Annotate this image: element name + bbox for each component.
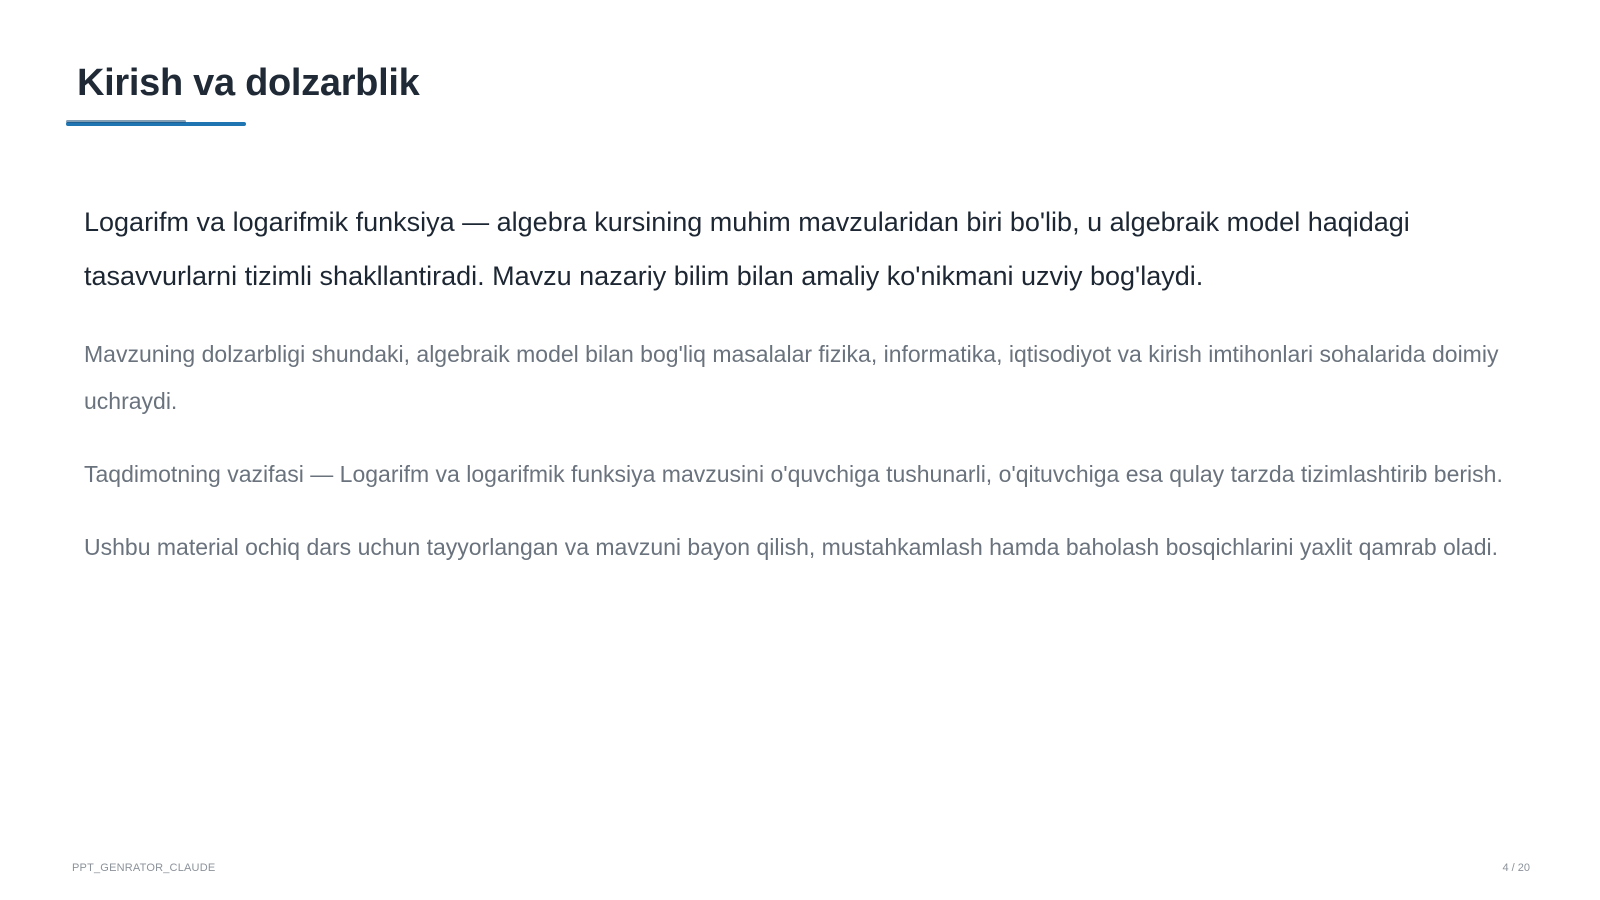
body-paragraph-material: Ushbu material ochiq dars uchun tayyorlangan va mavzuni bayon qilish, mustahkamlash hamda baholash bosqichlarini yaxlit qamrab oladi. <box>84 534 1498 560</box>
footer-page-indicator: 4 / 20 <box>1502 862 1530 874</box>
footer-source-label: PPT_GENRATOR_CLAUDE <box>72 862 216 874</box>
lead-paragraph: Logarifm va logarifmik funksiya — algebra kursining muhim mavzularidan biri bo'lib, u algebraik model haqidagi tasavvurlarni tizimli shakllantiradi. Mavzu nazariy bilim bilan amaliy ko'nikmani uzviy bog'laydi. <box>84 207 1410 291</box>
slide-body <box>84 195 1524 597</box>
title-accent-shadow <box>66 120 186 123</box>
body-paragraph-relevance: Mavzuning dolzarbligi shundaki, algebraik model bilan bog'liq masalalar fizika, informatika, iqtisodiyot va kirish imtihonlari sohalarida doimiy uchraydi. <box>84 341 1499 414</box>
slide-title: Kirish va dolzarblik <box>77 62 420 104</box>
body-paragraph-task: Taqdimotning vazifasi — Logarifm va logarifmik funksiya mavzusini o'quvchiga tushunarli, o'qituvchiga esa qulay tarzda tizimlashtirib berish. <box>84 461 1503 487</box>
